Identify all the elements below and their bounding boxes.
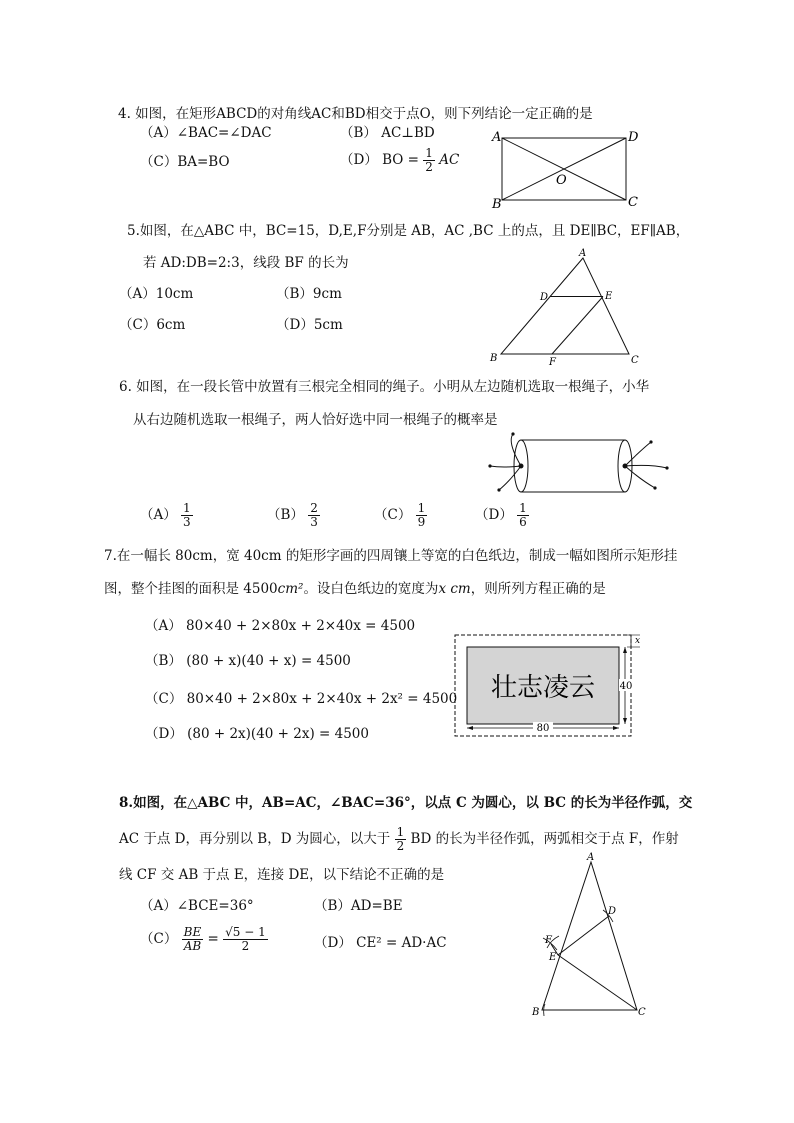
q6-option-d[interactable]: （D） $\frac{1}{6}$ <box>475 501 527 529</box>
q5-option-a[interactable]: （A）10cm <box>119 286 194 302</box>
q4-label-c: C <box>628 195 638 210</box>
q7-calligraphy: 壮志凌云 <box>490 673 596 703</box>
q8-stem-line2: AC 于点 D，再分别以 B，D 为圆心，以大于 $\frac{1}{2}$ BD 的长为半径作弧，两弧相交于点 F，作射 <box>119 825 679 853</box>
q8-label-d: D <box>608 906 617 917</box>
q5-label-e: E <box>605 291 613 302</box>
q5-label-a: A <box>579 248 587 259</box>
q4-label-b: B <box>492 197 502 212</box>
q7-stem-line1: 7.在一幅长 80cm，宽 40cm 的矩形字画的四周镶上等宽的白色纸边，制成一幅如图所示矩形挂 <box>104 548 678 564</box>
q5-stem-line2: 若 AD:DB=2:3，线段 BF 的长为 <box>143 255 349 271</box>
q8-label-a: A <box>587 852 595 863</box>
q6-tube-figure <box>485 428 675 498</box>
q4-label-a: A <box>492 130 502 145</box>
q4-stem: 4. 如图，在矩形ABCD的对角线AC和BD相交于点O，则下列结论一定正确的是 <box>118 106 593 122</box>
q7-margin-label: x <box>635 636 641 646</box>
q5-option-c[interactable]: （C）6cm <box>119 317 186 333</box>
q4-rectangle-figure <box>490 128 640 212</box>
q5-label-f: F <box>549 357 556 368</box>
q6-option-a[interactable]: （A） $\frac{1}{3}$ <box>140 501 191 529</box>
q8-label-f: F <box>545 935 552 946</box>
q4-option-b[interactable]: （B） AC⊥BD <box>340 125 435 141</box>
q5-stem-line1: 5.如图，在△ABC 中，BC=15，D,E,F分别是 AB，AC ,BC 上的点，且 DE∥BC，EF∥AB， <box>127 223 690 239</box>
q8-option-c[interactable]: （C） $\frac{BE}{AB}$ = $\frac{√5 - 1}{2}$ <box>140 925 266 953</box>
q5-label-d: D <box>540 292 549 303</box>
q8-triangle-figure <box>525 852 665 1022</box>
q5-option-b[interactable]: （B）9cm <box>276 286 342 302</box>
q7-stem-line2: 图，整个挂图的面积是 4500cm²。设白色纸边的宽度为x cm，则所列方程正确的是 <box>104 581 606 597</box>
q4-option-d[interactable]: （D） BO = $\frac{1}{2}$ AC <box>340 146 460 174</box>
q8-label-c: C <box>638 1007 646 1018</box>
q4-option-a[interactable]: （A）∠BAC=∠DAC <box>140 125 272 141</box>
q6-option-b[interactable]: （B） $\frac{2}{3}$ <box>267 501 318 529</box>
q7-option-a[interactable]: （A） 80×40 + 2×80x + 2×40x = 4500 <box>145 618 416 634</box>
q4-label-d: D <box>628 130 639 145</box>
q8-label-b: B <box>532 1007 540 1018</box>
q4-label-o: O <box>556 173 567 188</box>
q7-scroll-figure <box>450 630 650 742</box>
q5-option-d[interactable]: （D）5cm <box>276 317 343 333</box>
q8-option-d[interactable]: （D） CE² = AD·AC <box>314 935 447 951</box>
q7-width-label: 80 <box>536 723 550 734</box>
q5-triangle-figure <box>485 248 645 368</box>
q6-stem-line1: 6. 如图，在一段长管中放置有三根完全相同的绳子。小明从左边随机选取一根绳子，小华 <box>119 379 650 395</box>
q8-option-b[interactable]: （B）AD=BE <box>314 898 403 914</box>
q8-stem-line1: 8.如图，在△ABC 中，AB=AC，∠BAC=36°，以点 C 为圆心，以 BC 的长为半径作弧，交 <box>119 795 693 811</box>
q4-option-c[interactable]: （C）BA=BO <box>140 154 230 170</box>
q8-option-a[interactable]: （A）∠BCE=36° <box>140 898 254 914</box>
q5-label-b: B <box>490 353 498 364</box>
q8-label-e: E <box>549 952 557 963</box>
q6-stem-line2: 从右边随机选取一根绳子，两人恰好选中同一根绳子的概率是 <box>133 412 498 428</box>
q5-label-c: C <box>631 355 639 366</box>
q7-option-d[interactable]: （D） (80 + 2x)(40 + 2x) = 4500 <box>145 726 369 742</box>
q8-stem-line3: 线 CF 交 AB 于点 E，连接 DE，以下结论不正确的是 <box>119 867 445 883</box>
q7-option-c[interactable]: （C） 80×40 + 2×80x + 2×40x + 2x² = 4500 <box>145 691 458 707</box>
q7-option-b[interactable]: （B） (80 + x)(40 + x) = 4500 <box>145 653 351 669</box>
q6-option-c[interactable]: （C） $\frac{1}{9}$ <box>374 501 426 529</box>
q7-height-label: 40 <box>619 681 633 692</box>
